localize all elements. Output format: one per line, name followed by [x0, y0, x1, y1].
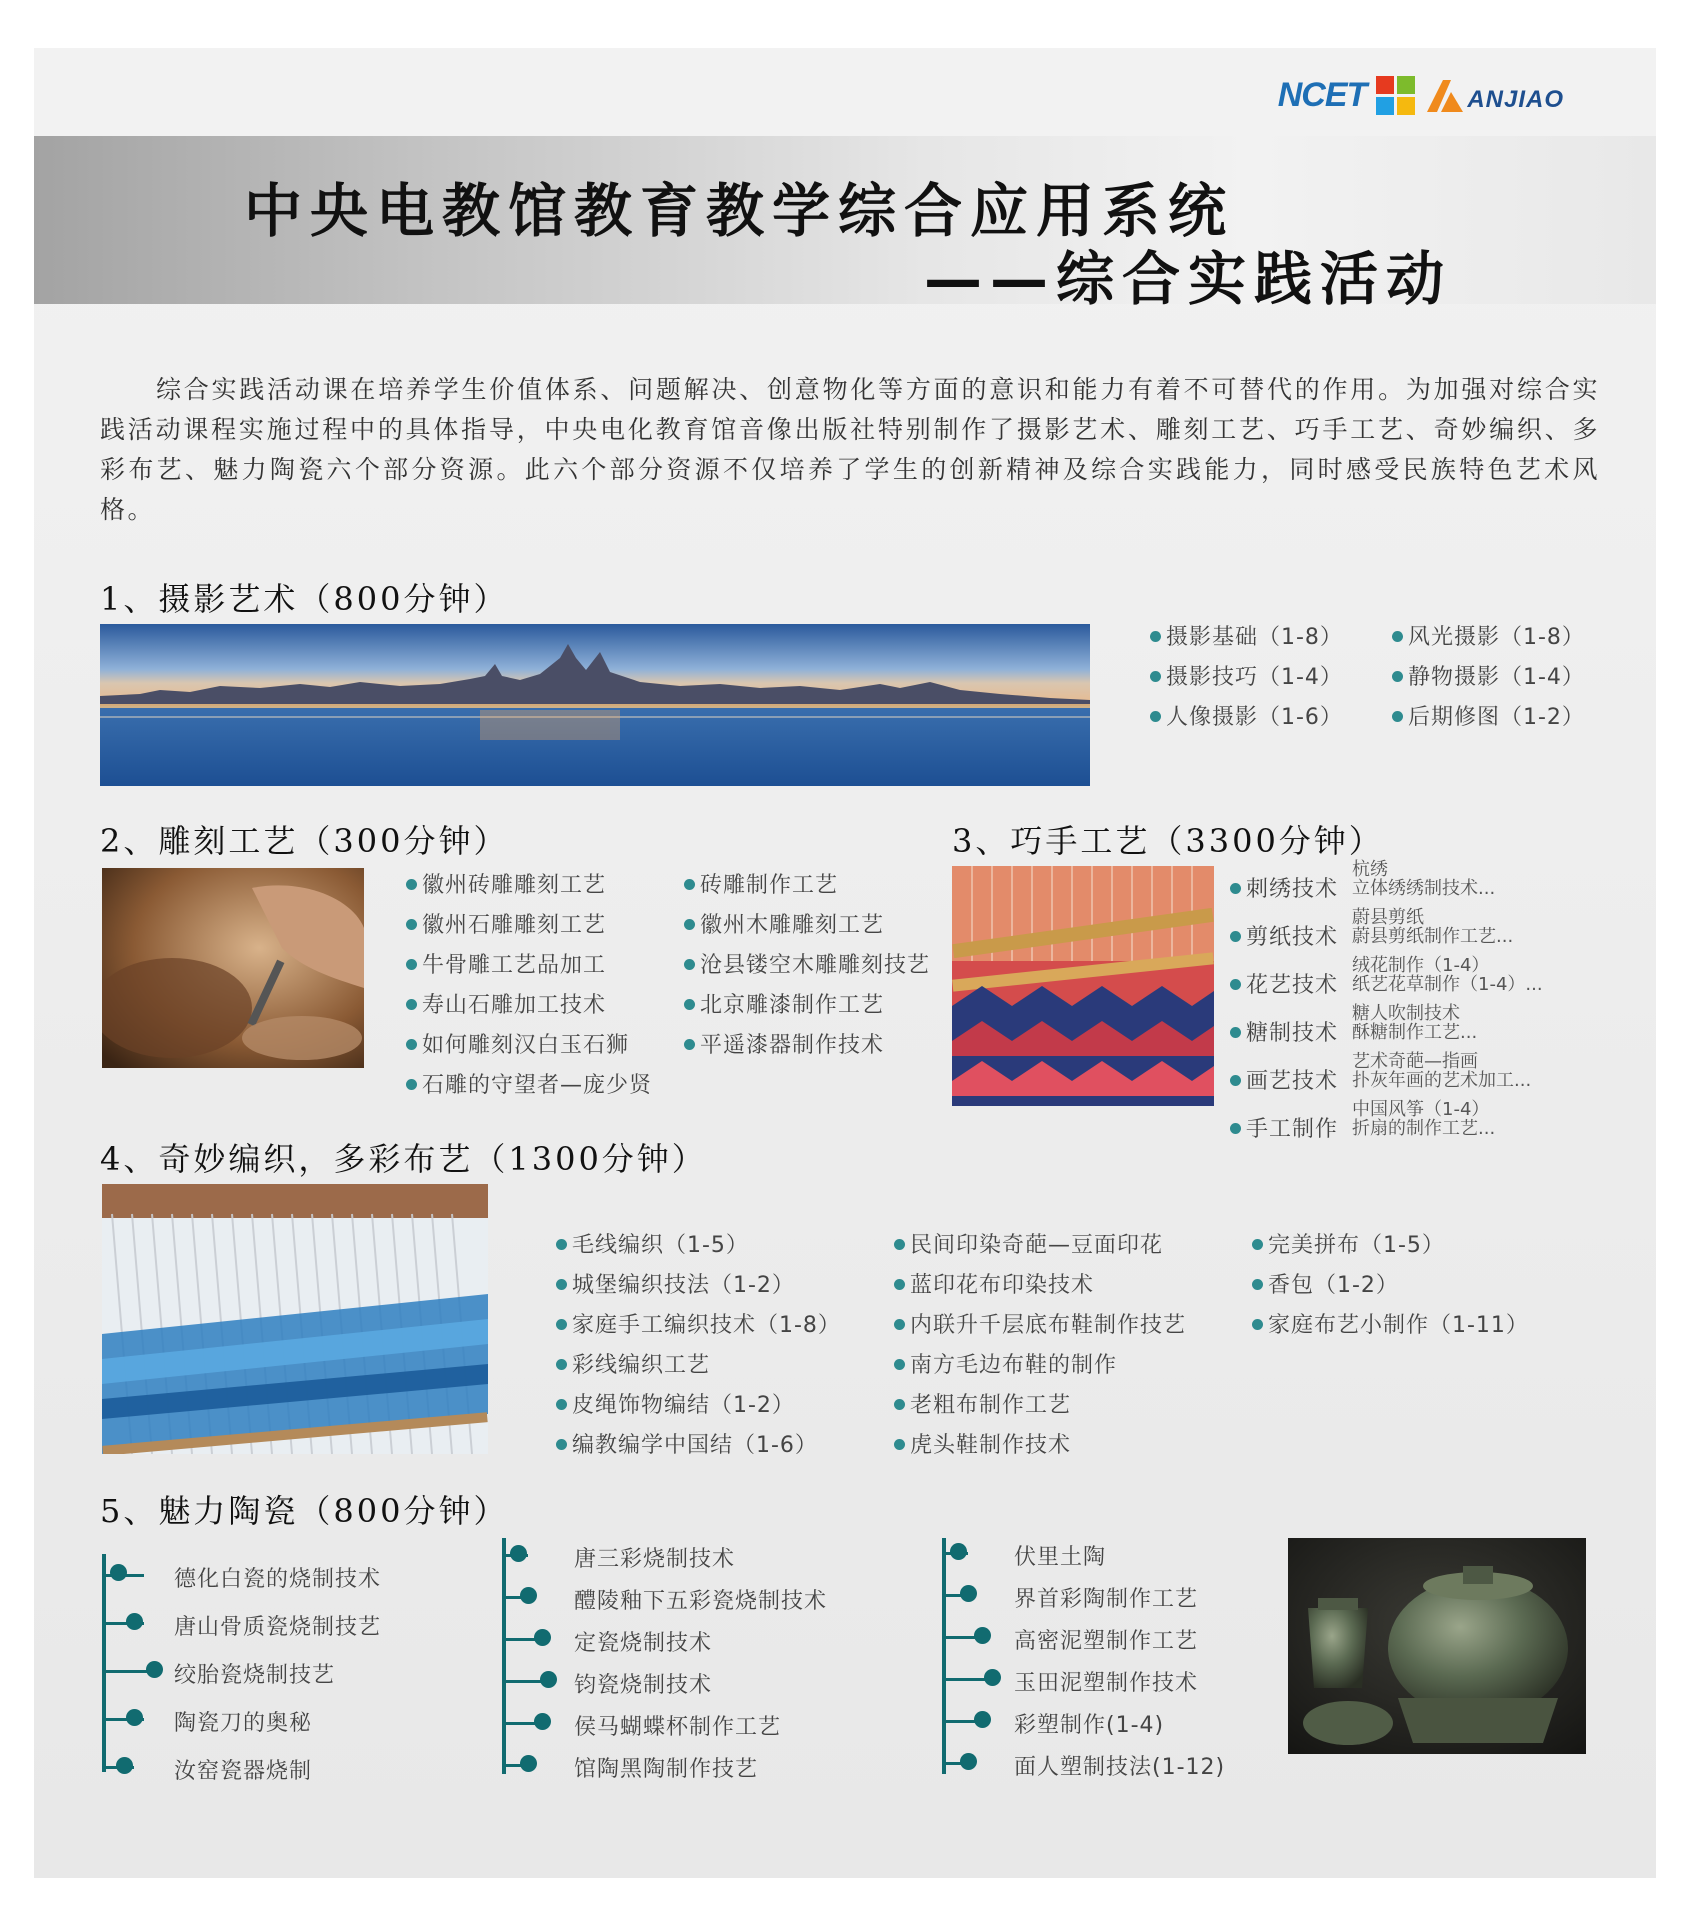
- list-item[interactable]: 蓝印花布印染技术: [894, 1272, 1094, 1300]
- bullet-dot-icon: [684, 959, 695, 970]
- list-item[interactable]: 界首彩陶制作工艺: [1014, 1587, 1199, 1612]
- tree-node-dot: [974, 1711, 991, 1728]
- craft-sub-line: 杭绣: [1352, 859, 1388, 880]
- page-subtitle: ——综合实践活动: [924, 245, 1453, 313]
- bullet-dot-icon: [556, 1439, 567, 1450]
- bullet-dot-icon: [556, 1239, 567, 1250]
- section-carving-title: 2、雕刻工艺（300分钟）: [100, 822, 509, 860]
- windows-tile-icon: [1376, 76, 1415, 115]
- bullet-dot-icon: [556, 1319, 567, 1330]
- list-item[interactable]: 绞胎瓷烧制技艺: [174, 1663, 336, 1688]
- bullet-dot-icon: [894, 1239, 905, 1250]
- tree-node-dot: [540, 1671, 557, 1688]
- section-weaving-title: 4、奇妙编织，多彩布艺（1300分钟）: [100, 1140, 707, 1178]
- logo-group: [1278, 70, 1564, 120]
- bullet-dot-icon: [406, 1079, 417, 1090]
- tree-node-dot: [974, 1627, 991, 1644]
- list-item[interactable]: 家庭手工编织技术（1-8）: [556, 1312, 841, 1340]
- list-item[interactable]: 玉田泥塑制作技术: [1014, 1671, 1199, 1696]
- page-title: 中央电教馆教育教学综合应用系统: [244, 177, 1235, 245]
- list-item[interactable]: 牛骨雕工艺品加工: [406, 952, 606, 980]
- list-item[interactable]: 皮绳饰物编结（1-2）: [556, 1392, 795, 1420]
- craft-painting[interactable]: 画艺技术: [1230, 1064, 1338, 1095]
- list-item[interactable]: 摄影基础（1-8）: [1150, 624, 1343, 652]
- list-item[interactable]: 侯马蝴蝶杯制作工艺: [574, 1715, 782, 1740]
- list-item[interactable]: 风光摄影（1-8）: [1392, 624, 1585, 652]
- list-item[interactable]: 家庭布艺小制作（1-11）: [1252, 1312, 1529, 1340]
- craft-sub-line: 蔚县剪纸: [1352, 907, 1424, 928]
- tree-node-dot: [534, 1629, 551, 1646]
- bullet-dot-icon: [684, 919, 695, 930]
- list-item[interactable]: 城堡编织技法（1-2）: [556, 1272, 795, 1300]
- list-item[interactable]: 毛线编织（1-5）: [556, 1232, 749, 1260]
- tree-node-dot: [510, 1545, 527, 1562]
- list-item[interactable]: 老粗布制作工艺: [894, 1392, 1071, 1420]
- bullet-dot-icon: [894, 1399, 905, 1410]
- tree-node-dot: [534, 1713, 551, 1730]
- tree-node-dot: [126, 1613, 143, 1630]
- bullet-dot-icon: [1392, 711, 1403, 722]
- bullet-dot-icon: [556, 1279, 567, 1290]
- bullet-dot-icon: [1230, 883, 1241, 894]
- tree-node-dot: [110, 1564, 127, 1581]
- list-item[interactable]: 汝窑瓷器烧制: [174, 1759, 313, 1784]
- tree-node-dot: [146, 1661, 163, 1678]
- craft-sub-line: 立体绣绣制技术...: [1352, 878, 1496, 899]
- bullet-dot-icon: [1150, 631, 1161, 642]
- bullet-dot-icon: [894, 1359, 905, 1370]
- bullet-dot-icon: [406, 879, 417, 890]
- list-item[interactable]: 南方毛边布鞋的制作: [894, 1352, 1117, 1380]
- tree-node-dot: [520, 1587, 537, 1604]
- list-item[interactable]: 虎头鞋制作技术: [894, 1432, 1071, 1460]
- bullet-dot-icon: [1150, 711, 1161, 722]
- bullet-dot-icon: [1150, 671, 1161, 682]
- list-item[interactable]: 石雕的守望者—庞少贤: [406, 1072, 652, 1100]
- list-item[interactable]: 民间印染奇葩—豆面印花: [894, 1232, 1163, 1260]
- list-item[interactable]: 醴陵釉下五彩瓷烧制技术: [574, 1589, 828, 1614]
- craft-flower-art[interactable]: 花艺技术: [1230, 968, 1338, 999]
- section-handicraft-title: 3、巧手工艺（3300分钟）: [952, 822, 1384, 860]
- list-item[interactable]: 如何雕刻汉白玉石狮: [406, 1032, 629, 1060]
- craft-sub-line: 绒花制作（1-4）: [1352, 955, 1490, 976]
- list-item[interactable]: 摄影技巧（1-4）: [1150, 664, 1343, 692]
- tree-node-dot: [950, 1543, 967, 1560]
- bullet-dot-icon: [1230, 979, 1241, 990]
- list-item[interactable]: 高密泥塑制作工艺: [1014, 1629, 1199, 1654]
- list-item[interactable]: 砖雕制作工艺: [684, 872, 838, 900]
- list-item[interactable]: 北京雕漆制作工艺: [684, 992, 884, 1020]
- craft-sub-line: 扑灰年画的艺术加工...: [1352, 1070, 1532, 1091]
- carving-photo: [102, 868, 364, 1068]
- tree-trunk: [942, 1538, 946, 1774]
- tree-node-dot: [520, 1755, 537, 1772]
- anjiao-logo-text: ANJIAO: [1467, 86, 1564, 113]
- ncet-logo-text: NCET: [1277, 75, 1367, 114]
- list-item[interactable]: 德化白瓷的烧制技术: [174, 1567, 382, 1592]
- craft-sub-line: 蔚县剪纸制作工艺...: [1352, 926, 1514, 947]
- bullet-dot-icon: [1392, 671, 1403, 682]
- list-item[interactable]: 人像摄影（1-6）: [1150, 704, 1343, 732]
- craft-sub-line: 纸艺花草制作（1-4）...: [1352, 974, 1543, 995]
- bullet-dot-icon: [1252, 1319, 1263, 1330]
- list-item[interactable]: 唐山骨质瓷烧制技艺: [174, 1615, 382, 1640]
- bullet-dot-icon: [684, 1039, 695, 1050]
- list-item[interactable]: 面人塑制技法(1-12): [1014, 1755, 1226, 1780]
- list-item[interactable]: 寿山石雕加工技术: [406, 992, 606, 1020]
- list-item[interactable]: 徽州木雕雕刻工艺: [684, 912, 884, 940]
- list-item[interactable]: 平遥漆器制作技术: [684, 1032, 884, 1060]
- tree-node-dot: [116, 1757, 133, 1774]
- craft-paper-cutting[interactable]: 剪纸技术: [1230, 920, 1338, 951]
- craft-sugar-art[interactable]: 糖制技术: [1230, 1016, 1338, 1047]
- tree-node-dot: [960, 1585, 977, 1602]
- bullet-dot-icon: [1230, 1075, 1241, 1086]
- craft-sub-line: 艺术奇葩—指画: [1352, 1051, 1478, 1072]
- bullet-dot-icon: [1230, 1027, 1241, 1038]
- anjiao-logo-icon: [1425, 76, 1465, 114]
- intro-paragraph: 综合实践活动课在培养学生价值体系、问题解决、创意物化等方面的意识和能力有着不可替代的作用。为加强对综合实践活动课程实施过程中的具体指导，中央电化教育馆音像出版社特别制作了摄影艺术、雕刻工艺、巧手工艺、奇妙编织、多彩布艺、魅力陶瓷六个部分资源。此六个部分资源不仅培养了学生的创新精神及综合实践能力，同时感受民族特色艺术风格。: [100, 375, 1600, 524]
- list-item[interactable]: 静物摄影（1-4）: [1392, 664, 1585, 692]
- list-item[interactable]: 后期修图（1-2）: [1392, 704, 1585, 732]
- tree-trunk: [502, 1538, 506, 1774]
- list-item[interactable]: 馆陶黑陶制作技艺: [574, 1757, 759, 1782]
- craft-sub-line: 酥糖制作工艺...: [1352, 1022, 1478, 1043]
- bullet-dot-icon: [406, 959, 417, 970]
- section-ceramics-title: 5、魅力陶瓷（800分钟）: [100, 1492, 509, 1530]
- list-item[interactable]: 编教编学中国结（1-6）: [556, 1432, 818, 1460]
- bullet-dot-icon: [1230, 1123, 1241, 1134]
- bullet-dot-icon: [894, 1319, 905, 1330]
- bullet-dot-icon: [1252, 1279, 1263, 1290]
- list-item[interactable]: 陶瓷刀的奥秘: [174, 1711, 313, 1736]
- bronze-vessels-photo: [1288, 1538, 1586, 1754]
- bullet-dot-icon: [1392, 631, 1403, 642]
- bullet-dot-icon: [1230, 931, 1241, 942]
- craft-handmade[interactable]: 手工制作: [1230, 1112, 1338, 1143]
- list-item[interactable]: 唐三彩烧制技术: [574, 1547, 736, 1572]
- bullet-dot-icon: [684, 999, 695, 1010]
- tree-trunk: [102, 1554, 106, 1772]
- tree-node-dot: [126, 1709, 143, 1726]
- bullet-dot-icon: [406, 919, 417, 930]
- craft-sub-line: 折扇的制作工艺...: [1352, 1118, 1496, 1139]
- list-item[interactable]: 完美拼布（1-5）: [1252, 1232, 1445, 1260]
- list-item[interactable]: 沧县镂空木雕雕刻技艺: [684, 952, 930, 980]
- bullet-dot-icon: [684, 879, 695, 890]
- list-item[interactable]: 彩塑制作(1-4): [1014, 1713, 1165, 1738]
- bullet-dot-icon: [1252, 1239, 1263, 1250]
- section-photography-title: 1、摄影艺术（800分钟）: [100, 580, 509, 618]
- bullet-dot-icon: [894, 1439, 905, 1450]
- bullet-dot-icon: [406, 999, 417, 1010]
- list-item[interactable]: 钧瓷烧制技术: [574, 1673, 713, 1698]
- list-item[interactable]: 内联升千层底布鞋制作技艺: [894, 1312, 1186, 1340]
- list-item[interactable]: 徽州石雕雕刻工艺: [406, 912, 606, 940]
- craft-sub-line: 中国风筝（1-4）: [1352, 1099, 1490, 1120]
- poster-sheet: [34, 48, 1656, 1878]
- list-item[interactable]: 香包（1-2）: [1252, 1272, 1399, 1300]
- tree-node-dot: [984, 1669, 1001, 1686]
- list-item[interactable]: 徽州砖雕雕刻工艺: [406, 872, 606, 900]
- craft-embroidery[interactable]: 刺绣技术: [1230, 872, 1338, 903]
- list-item[interactable]: 伏里土陶: [1014, 1545, 1107, 1570]
- city-skyline-photo: [100, 624, 1090, 786]
- bullet-dot-icon: [406, 1039, 417, 1050]
- loom-embroidery-photo: [952, 866, 1214, 1106]
- craft-sub-line: 糖人吹制技术: [1352, 1003, 1460, 1024]
- tree-node-dot: [960, 1753, 977, 1770]
- list-item[interactable]: 定瓷烧制技术: [574, 1631, 713, 1656]
- list-item[interactable]: 彩线编织工艺: [556, 1352, 710, 1380]
- bullet-dot-icon: [894, 1279, 905, 1290]
- bullet-dot-icon: [556, 1399, 567, 1410]
- weaving-threads-photo: [102, 1184, 488, 1454]
- bullet-dot-icon: [556, 1359, 567, 1370]
